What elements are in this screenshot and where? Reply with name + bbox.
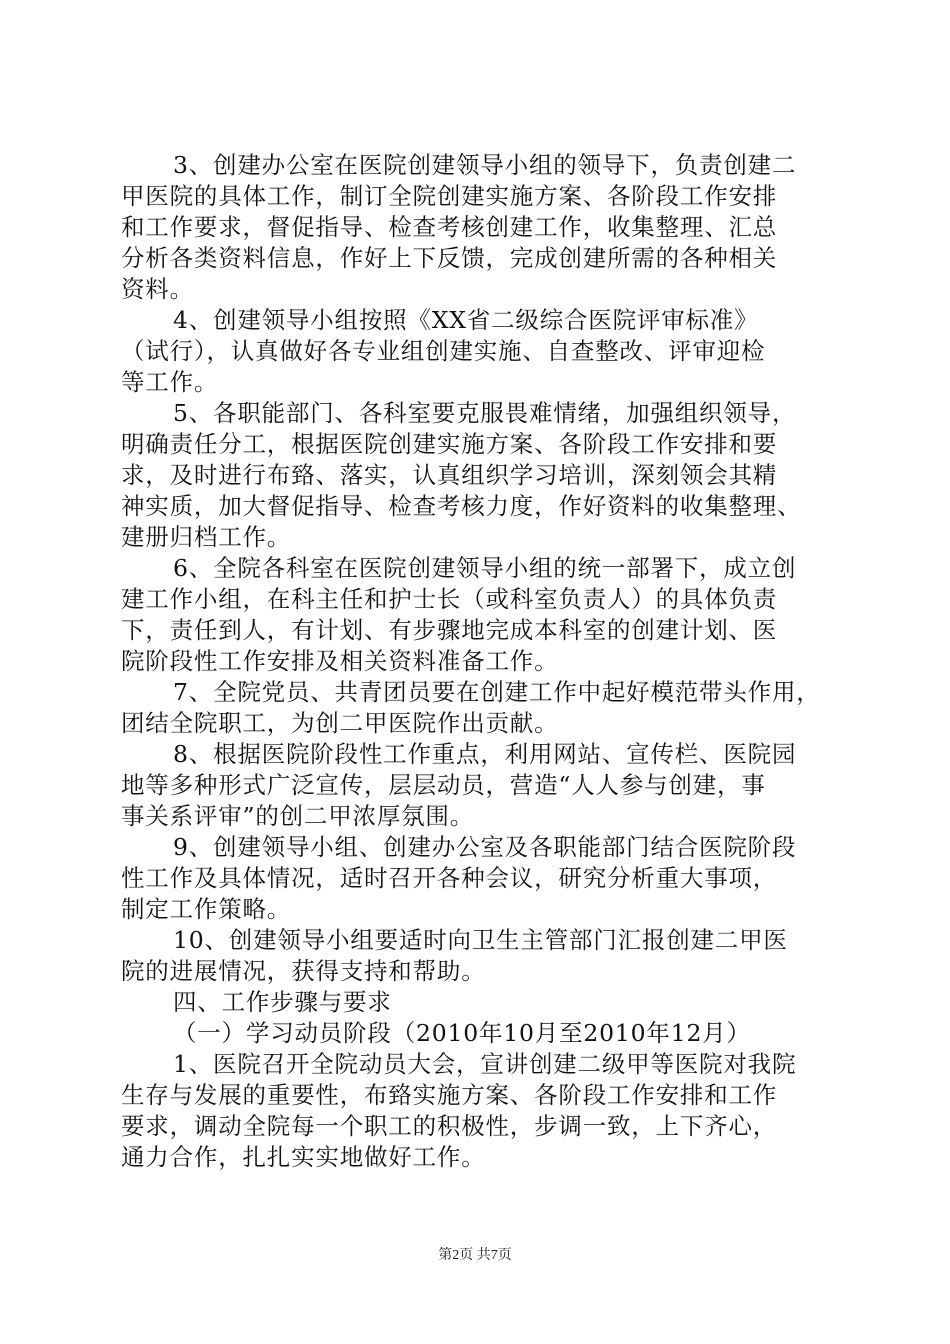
paragraph-line: 9、创建领导小组、创建办公室及各职能部门结合医院阶段	[173, 833, 797, 861]
paragraph-line: 团结全院职工，为创二甲医院作出贡献。	[121, 709, 559, 737]
paragraph-line: 1、医院召开全院动员大会，宣讲创建二级甲等医院对我院	[173, 1050, 797, 1078]
subsection-heading: （一）学习动员阶段（2010年10月至2010年12月）	[173, 1019, 751, 1047]
paragraph-line: 事关系评审”的创二甲浓厚氛围。	[121, 802, 475, 830]
paragraph-line: 地等多种形式广泛宣传，层层动员，营造“人人参与创建，事	[121, 771, 766, 799]
paragraph-line: 院阶段性工作安排及相关资料准备工作。	[121, 647, 559, 675]
paragraph-line: 和工作要求，督促指导、检查考核创建工作，收集整理、汇总	[121, 213, 778, 241]
document-body	[121, 150, 841, 1173]
paragraph-line: （试行），认真做好各专业组创建实施、自查整改、评审迎检	[121, 337, 766, 365]
paragraph-line: 10、创建领导小组要适时向卫生主管部门汇报创建二甲医	[173, 926, 788, 954]
paragraph-line: 性工作及具体情况，适时召开各种会议，研究分析重大事项，	[121, 864, 778, 892]
paragraph-line: 建册归档工作。	[121, 523, 292, 551]
page-number-footer: 第2页 共7页	[438, 1248, 512, 1263]
paragraph-line: 8、根据医院阶段性工作重点，利用网站、宣传栏、医院园	[173, 740, 797, 768]
paragraph-line: 6、全院各科室在医院创建领导小组的统一部署下，成立创	[173, 554, 797, 582]
paragraph-line: 5、各职能部门、各科室要克服畏难情绪，加强组织领导，	[173, 399, 797, 427]
paragraph-line: 求，及时进行布臵、落实，认真组织学习培训，深刻领会其精	[121, 461, 778, 489]
paragraph-line: 等工作。	[121, 368, 219, 396]
paragraph-line: 通力合作，扎扎实实地做好工作。	[121, 1143, 486, 1171]
section-heading: 四、工作步骤与要求	[173, 988, 392, 1016]
paragraph-line: 建工作小组，在科主任和护士长（或科室负责人）的具体负责	[121, 585, 778, 613]
paragraph-line: 甲医院的具体工作，制订全院创建实施方案、各阶段工作安排	[121, 182, 778, 210]
paragraph-line: 要求，调动全院每一个职工的积极性，步调一致，上下齐心，	[121, 1112, 778, 1140]
paragraph-line: 4、创建领导小组按照《XX省二级综合医院评审标准》	[173, 306, 759, 334]
paragraph-line: 制定工作策略。	[121, 895, 292, 923]
paragraph-line: 分析各类资料信息，作好上下反馈，完成创建所需的各种相关	[121, 244, 778, 272]
paragraph-line: 3、创建办公室在医院创建领导小组的领导下，负责创建二	[173, 151, 797, 179]
paragraph-line: 下，责任到人，有计划、有步骤地完成本科室的创建计划、医	[121, 616, 778, 644]
paragraph-line: 生存与发展的重要性，布臵实施方案、各阶段工作安排和工作	[121, 1081, 778, 1109]
paragraph-line: 资料。	[121, 275, 194, 303]
paragraph-line: 7、全院党员、共青团员要在创建工作中起好模范带头作用，	[173, 678, 821, 706]
paragraph-line: 神实质，加大督促指导、检查考核力度，作好资料的收集整理、	[121, 492, 802, 520]
paragraph-line: 院的进展情况，获得支持和帮助。	[121, 957, 486, 985]
paragraph-line: 明确责任分工，根据医院创建实施方案、各阶段工作安排和要	[121, 430, 778, 458]
